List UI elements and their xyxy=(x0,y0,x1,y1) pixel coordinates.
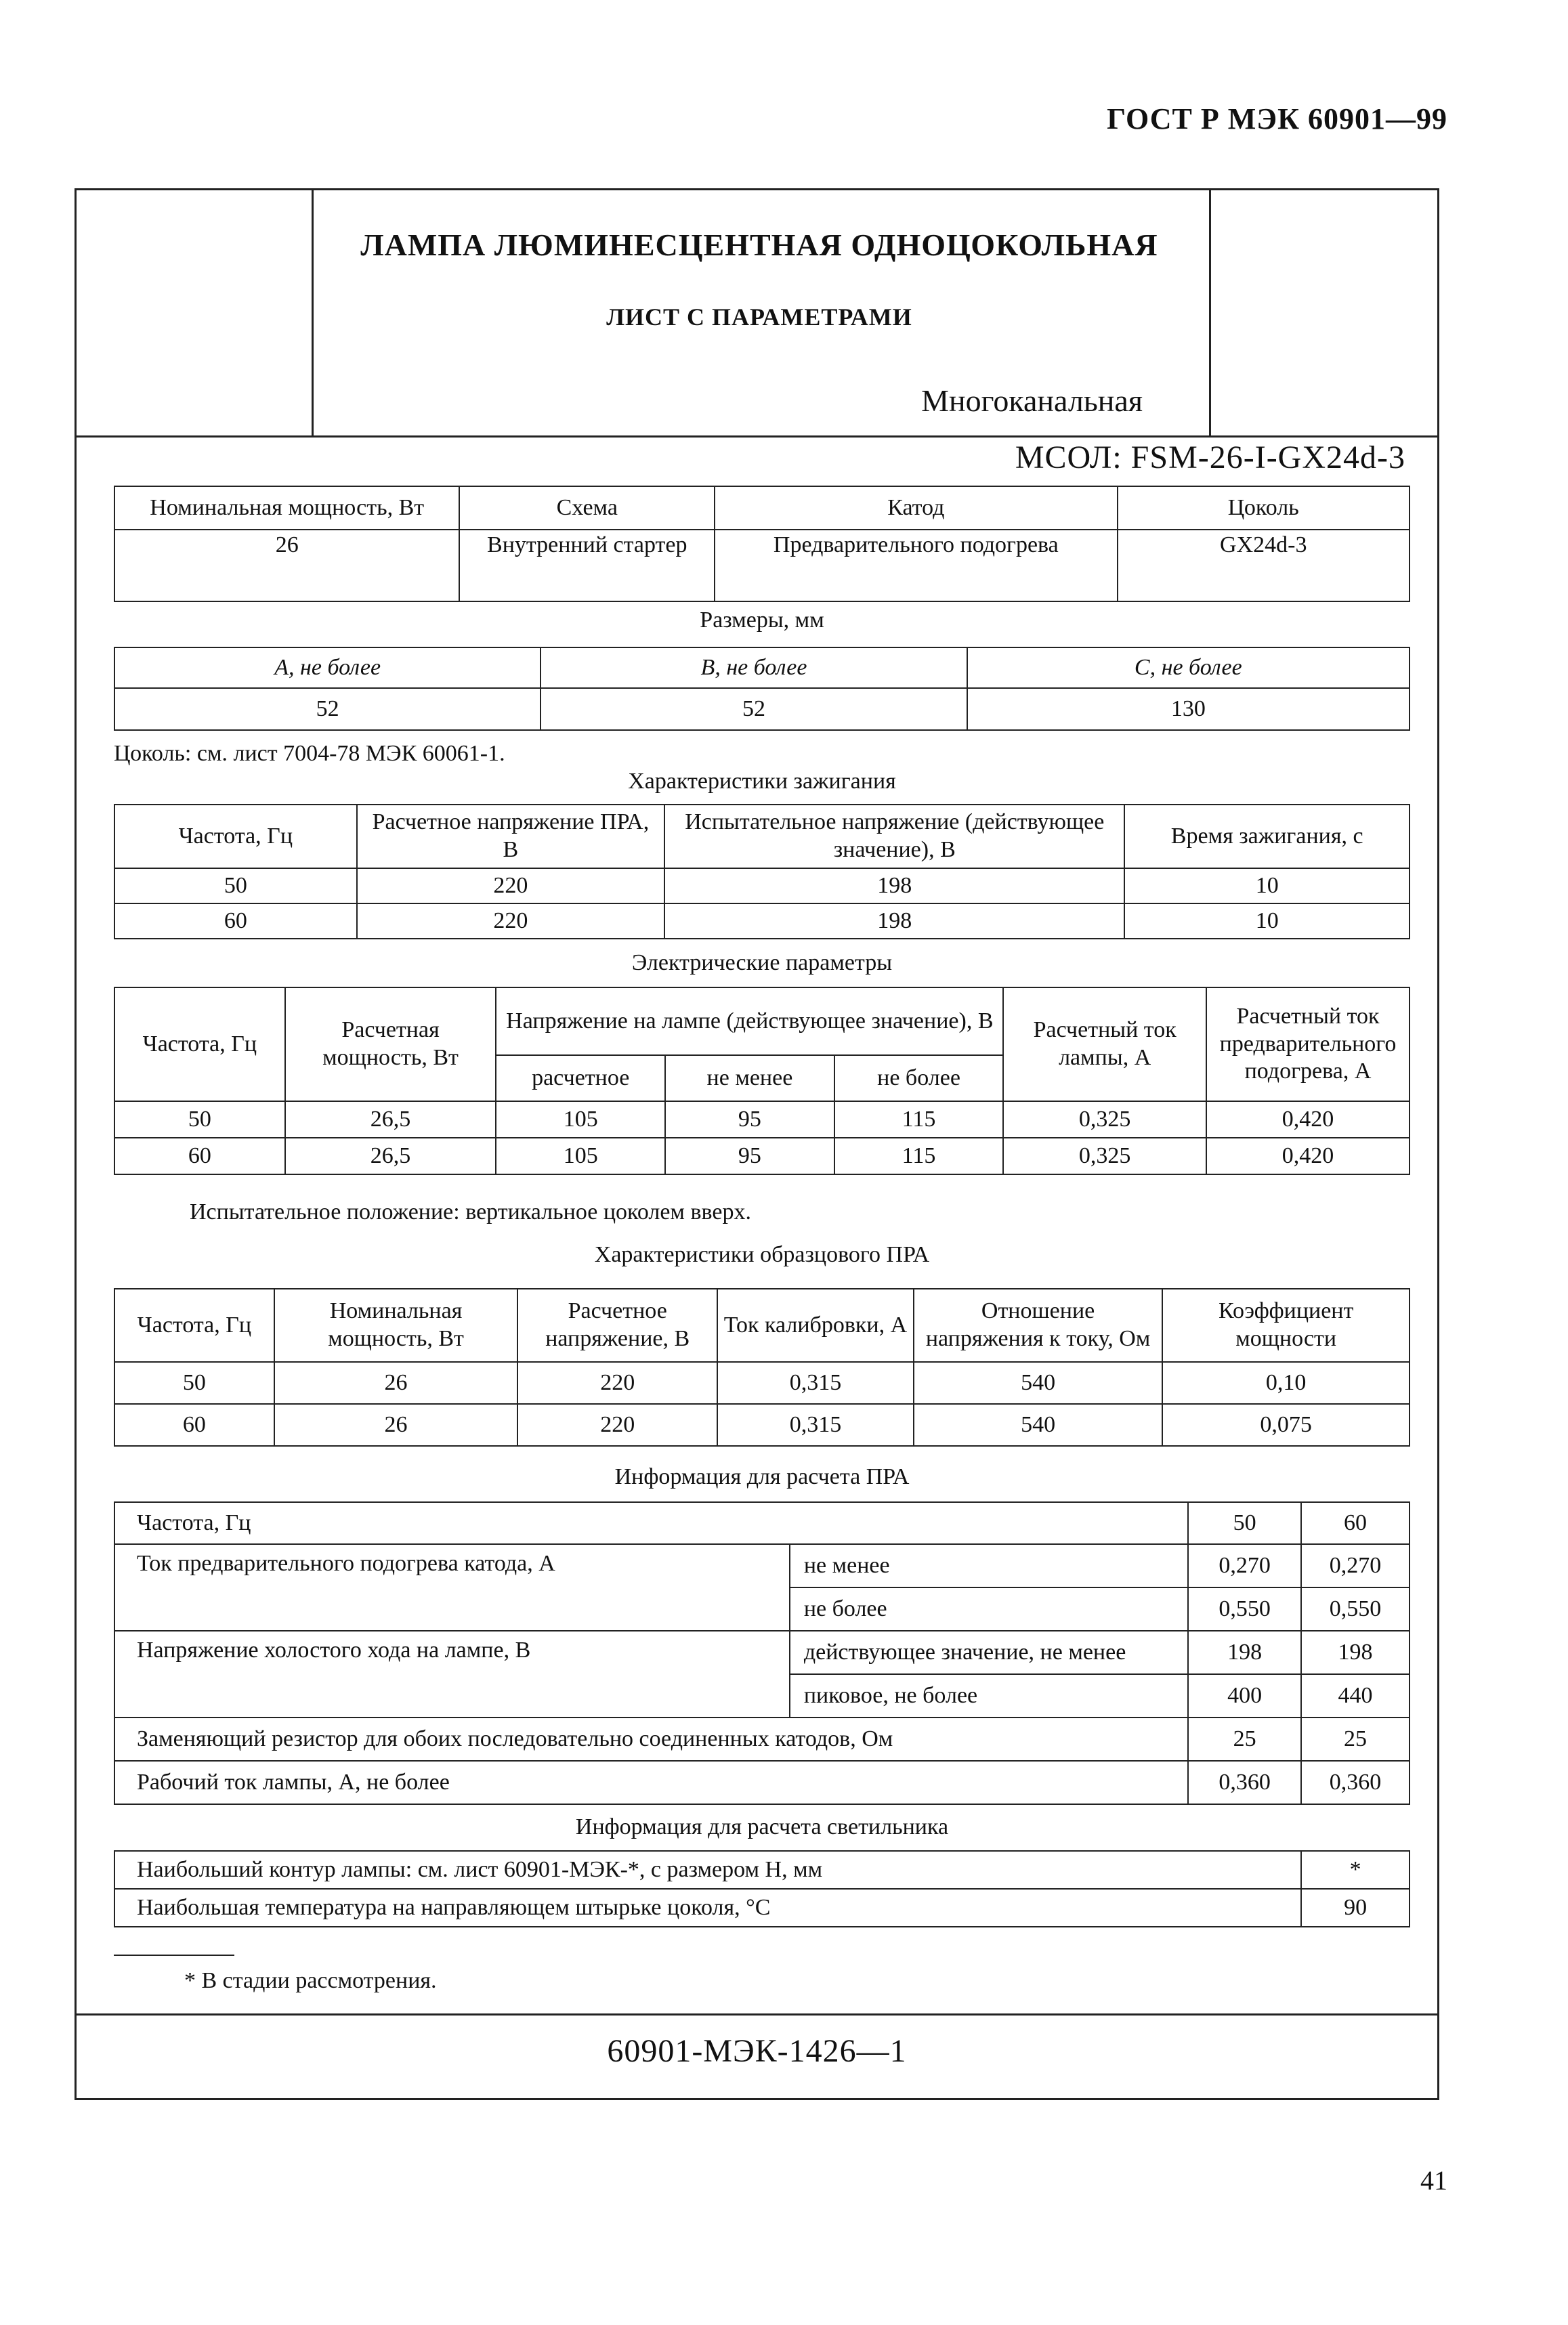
table-row xyxy=(114,1544,1410,1587)
electrical-table xyxy=(114,987,1410,1175)
value-cell: 95 xyxy=(665,1138,834,1174)
value-cell: 540 xyxy=(914,1362,1163,1404)
value-cell: 115 xyxy=(834,1101,1004,1138)
value-cell: 0,075 xyxy=(1162,1404,1410,1446)
value-cell: 440 xyxy=(1301,1674,1410,1718)
value-cell: 198 xyxy=(1188,1631,1301,1674)
table-row xyxy=(114,1138,1410,1174)
dimensions-table xyxy=(114,647,1410,731)
header-cell: Испытательное напряжение (действующее значение), В xyxy=(664,805,1124,868)
header-cell: не менее xyxy=(665,1055,834,1101)
ballast-design-caption: Информация для расчета ПРА xyxy=(614,1464,910,1489)
ignition-table xyxy=(114,804,1410,939)
value-cell: 26 xyxy=(274,1362,518,1404)
header-cell: С, не более xyxy=(967,647,1410,688)
value-cell: 52 xyxy=(541,688,967,730)
open-circuit-voltage-label: Напряжение холостого хода на лампе, В xyxy=(114,1631,790,1718)
frame-divider-right xyxy=(1209,190,1211,435)
value-cell: 10 xyxy=(1124,868,1410,903)
header-cell: Расчетное напряжение, В xyxy=(517,1289,717,1362)
value-cell: 60 xyxy=(1301,1502,1410,1544)
header-cell: А, не более xyxy=(114,647,541,688)
header-cell: Частота, Гц xyxy=(114,805,357,868)
value-cell: Внутренний стартер xyxy=(459,530,715,601)
basic-parameters-table xyxy=(114,486,1410,602)
value-cell: 50 xyxy=(114,1101,285,1138)
ballast-design-table xyxy=(114,1501,1410,1805)
condition-label: не менее xyxy=(790,1544,1188,1587)
value-cell: 198 xyxy=(1301,1631,1410,1674)
value-cell: 50 xyxy=(1188,1502,1301,1544)
table-row xyxy=(114,1404,1410,1446)
header-cell: расчетное xyxy=(496,1055,665,1101)
table-row xyxy=(114,1101,1410,1138)
value-cell: 0,360 xyxy=(1301,1761,1410,1804)
preheat-current-label: Ток предварительного подогрева катода, А xyxy=(114,1544,790,1631)
header-cell: Расчетный ток предварительного подогрева, А xyxy=(1206,987,1410,1101)
header-cell: Время зажигания, с xyxy=(1124,805,1410,868)
working-current-label: Рабочий ток лампы, А, не более xyxy=(114,1761,1188,1804)
value-cell: 0,420 xyxy=(1206,1138,1410,1174)
sheet-number: 60901-МЭК-1426—1 xyxy=(607,2033,907,2069)
value-cell: 60 xyxy=(114,1404,274,1446)
table-header-row xyxy=(114,1289,1410,1362)
value-cell: 50 xyxy=(114,1362,274,1404)
value-cell: 0,325 xyxy=(1003,1138,1206,1174)
table-row xyxy=(114,1718,1410,1761)
sheet-subtitle: ЛИСТ С ПАРАМЕТРАМИ xyxy=(606,303,912,330)
value-cell: 130 xyxy=(967,688,1410,730)
header-cell: В, не более xyxy=(541,647,967,688)
value-cell: 26 xyxy=(114,530,459,601)
table-row xyxy=(114,1631,1410,1674)
sheet-title: ЛАМПА ЛЮМИНЕСЦЕНТНАЯ ОДНОЦОКОЛЬНАЯ xyxy=(360,228,1158,262)
value-cell: 90 xyxy=(1301,1889,1410,1927)
ignition-caption: Характеристики зажигания xyxy=(628,769,896,794)
value-cell: 0,550 xyxy=(1301,1587,1410,1631)
condition-label: действующее значение, не менее xyxy=(790,1631,1188,1674)
value-cell: 198 xyxy=(664,868,1124,903)
value-cell: 0,420 xyxy=(1206,1101,1410,1138)
page-number: 41 xyxy=(1420,2165,1447,2196)
frame-footer-rule xyxy=(77,2013,1437,2015)
header-cell: Цоколь xyxy=(1118,486,1410,530)
value-cell: 220 xyxy=(517,1404,717,1446)
value-cell: 105 xyxy=(496,1138,665,1174)
lamp-kind: Многоканальная xyxy=(921,383,1143,418)
value-cell: * xyxy=(1301,1851,1410,1889)
value-cell: 25 xyxy=(1301,1718,1410,1761)
lamp-code: МСОЛ: FSM-26-I-GX24d-3 xyxy=(1015,440,1405,475)
header-cell: Расчетное напряжение ПРА, В xyxy=(357,805,665,868)
header-cell: Коэффициент мощности xyxy=(1162,1289,1410,1362)
value-cell: 115 xyxy=(834,1138,1004,1174)
header-cell: Номинальная мощность, Вт xyxy=(274,1289,518,1362)
value-cell: Предварительного подогрева xyxy=(715,530,1117,601)
header-cell: Катод xyxy=(715,486,1117,530)
frequency-label: Частота, Гц xyxy=(114,1502,1188,1544)
table-header-row xyxy=(114,987,1410,1055)
value-cell: 220 xyxy=(357,868,665,903)
value-cell: 540 xyxy=(914,1404,1163,1446)
footnote: * В стадии рассмотрения. xyxy=(184,1968,437,1993)
header-cell: Частота, Гц xyxy=(114,1289,274,1362)
value-cell: 220 xyxy=(517,1362,717,1404)
value-cell: 25 xyxy=(1188,1718,1301,1761)
footnote-rule xyxy=(114,1955,234,1956)
value-cell: 220 xyxy=(357,903,665,939)
table-header-row xyxy=(114,805,1410,868)
table-row xyxy=(114,1502,1410,1544)
table-row xyxy=(114,1851,1410,1889)
value-cell: 50 xyxy=(114,868,357,903)
substitute-resistor-label: Заменяющий резистор для обоих последовательно соединенных катодов, Ом xyxy=(114,1718,1188,1761)
lamp-contour-label: Наибольший контур лампы: см. лист 60901-МЭК-*, с размером H, мм xyxy=(114,1851,1301,1889)
base-note: Цоколь: см. лист 7004-78 МЭК 60061-1. xyxy=(114,741,505,766)
value-cell: 0,270 xyxy=(1188,1544,1301,1587)
header-cell: Частота, Гц xyxy=(114,987,285,1101)
table-header-row xyxy=(114,486,1410,530)
value-cell: 26 xyxy=(274,1404,518,1446)
header-cell: Ток калибровки, А xyxy=(717,1289,914,1362)
electrical-caption: Электрические параметры xyxy=(631,950,893,975)
header-cell: Отношение напряжения к току, Ом xyxy=(914,1289,1163,1362)
value-cell: 26,5 xyxy=(285,1101,496,1138)
value-cell: 0,315 xyxy=(717,1404,914,1446)
value-cell: 0,325 xyxy=(1003,1101,1206,1138)
pin-temperature-label: Наибольшая температура на направляющем штырьке цоколя, °С xyxy=(114,1889,1301,1927)
header-cell: не более xyxy=(834,1055,1004,1101)
luminaire-table xyxy=(114,1850,1410,1927)
test-position-note: Испытательное положение: вертикальное цоколем вверх. xyxy=(190,1199,751,1224)
table-row xyxy=(114,530,1410,601)
value-cell: GX24d-3 xyxy=(1118,530,1410,601)
value-cell: 0,360 xyxy=(1188,1761,1301,1804)
value-cell: 0,550 xyxy=(1188,1587,1301,1631)
header-cell: Расчетный ток лампы, А xyxy=(1003,987,1206,1101)
value-cell: 400 xyxy=(1188,1674,1301,1718)
condition-label: не более xyxy=(790,1587,1188,1631)
value-cell: 52 xyxy=(114,688,541,730)
header-cell: Напряжение на лампе (действующее значение), В xyxy=(496,987,1003,1055)
condition-label: пиковое, не более xyxy=(790,1674,1188,1718)
header-cell: Расчетная мощность, Вт xyxy=(285,987,496,1101)
dimensions-caption: Размеры, мм xyxy=(700,607,824,633)
table-row xyxy=(114,1889,1410,1927)
table-row xyxy=(114,903,1410,939)
value-cell: 95 xyxy=(665,1101,834,1138)
value-cell: 0,10 xyxy=(1162,1362,1410,1404)
table-row xyxy=(114,688,1410,730)
reference-ballast-table xyxy=(114,1288,1410,1447)
header-cell: Номинальная мощность, Вт xyxy=(114,486,459,530)
ballast-caption: Характеристики образцового ПРА xyxy=(594,1242,930,1267)
luminaire-caption: Информация для расчета светильника xyxy=(575,1814,949,1839)
frame-title-rule xyxy=(77,435,1437,438)
value-cell: 10 xyxy=(1124,903,1410,939)
value-cell: 105 xyxy=(496,1101,665,1138)
value-cell: 0,315 xyxy=(717,1362,914,1404)
value-cell: 198 xyxy=(664,903,1124,939)
standard-number: ГОСТ Р МЭК 60901—99 xyxy=(1107,102,1447,135)
table-row xyxy=(114,1362,1410,1404)
table-header-row xyxy=(114,647,1410,688)
value-cell: 26,5 xyxy=(285,1138,496,1174)
table-row xyxy=(114,1761,1410,1804)
table-row xyxy=(114,868,1410,903)
value-cell: 0,270 xyxy=(1301,1544,1410,1587)
value-cell: 60 xyxy=(114,903,357,939)
value-cell: 60 xyxy=(114,1138,285,1174)
header-cell: Схема xyxy=(459,486,715,530)
